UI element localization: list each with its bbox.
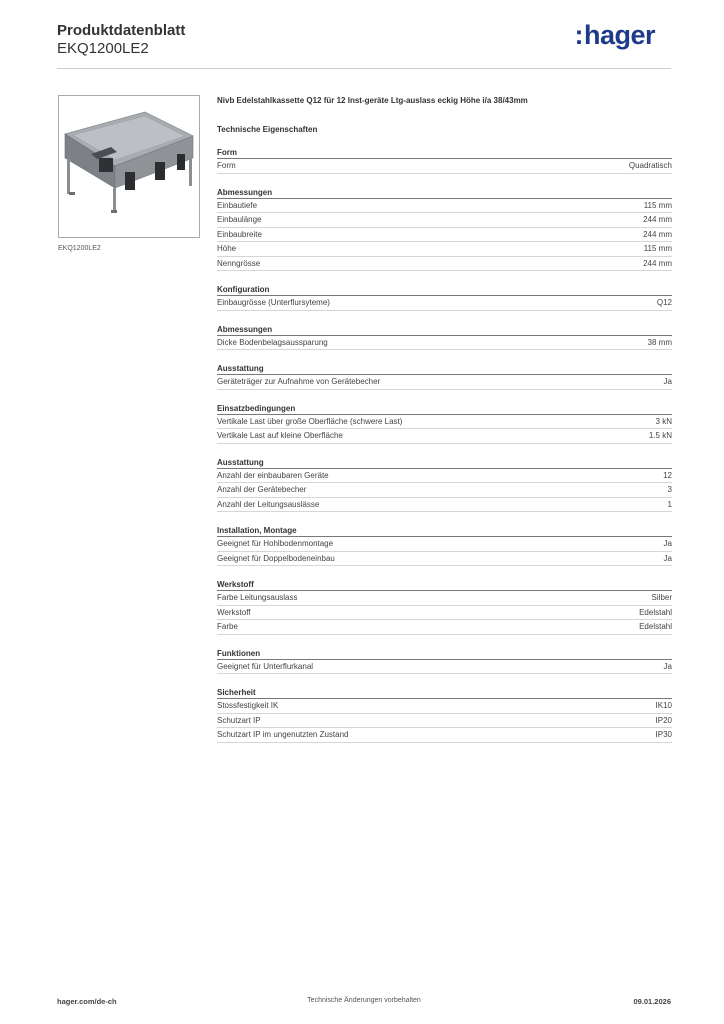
spec-group-title: Einsatzbedingungen xyxy=(217,402,672,415)
hager-logo[interactable] xyxy=(574,20,655,51)
spec-group xyxy=(217,146,672,174)
spec-group xyxy=(217,578,672,635)
spec-row xyxy=(217,552,672,567)
spec-value: Ja xyxy=(663,377,672,386)
spec-group xyxy=(217,283,672,311)
spec-row xyxy=(217,620,672,635)
spec-row xyxy=(217,483,672,498)
spec-group xyxy=(217,323,672,351)
spec-value: Ja xyxy=(663,553,672,563)
spec-row xyxy=(217,199,672,214)
spec-group-title: Sicherheit xyxy=(217,686,672,699)
spec-value: Q12 xyxy=(656,298,672,307)
spec-value: 115 mm xyxy=(643,200,672,210)
spec-row xyxy=(217,257,672,272)
spec-group-title: Abmessungen xyxy=(217,323,672,336)
spec-row xyxy=(217,429,672,444)
spec-group xyxy=(217,686,672,743)
document-subtitle: EKQ1200LE2 xyxy=(57,40,149,57)
spec-row xyxy=(217,296,672,311)
spec-value: Ja xyxy=(663,539,672,548)
spec-group xyxy=(217,186,672,272)
spec-value: 3 kN xyxy=(655,416,672,426)
spec-group-title: Ausstattung xyxy=(217,362,672,375)
spec-group-title: Konfiguration xyxy=(217,283,672,296)
spec-label: Anzahl der Gerätebecher xyxy=(217,485,307,494)
spec-label: Dicke Bodenbelagsaussparung xyxy=(217,337,328,347)
spec-label: Einbaubreite xyxy=(217,229,262,239)
spec-group-title: Abmessungen xyxy=(217,186,672,199)
spec-label: Nenngrösse xyxy=(217,258,261,268)
spec-label: Form xyxy=(217,161,236,170)
spec-row xyxy=(217,498,672,513)
spec-group-title: Ausstattung xyxy=(217,456,672,469)
spec-value: IK10 xyxy=(655,701,672,710)
spec-label: Anzahl der einbaubaren Geräte xyxy=(217,470,329,480)
spec-group xyxy=(217,456,672,513)
spec-group xyxy=(217,524,672,566)
spec-label: Vertikale Last auf kleine Oberfläche xyxy=(217,431,343,440)
spec-value: IP20 xyxy=(655,715,672,725)
spec-value: Edelstahl xyxy=(639,607,672,617)
spec-group-title: Installation, Montage xyxy=(217,524,672,537)
spec-value: 244 mm xyxy=(643,229,672,239)
spec-label: Werkstoff xyxy=(217,607,251,617)
spec-label: Geeignet für Unterflurkanal xyxy=(217,661,314,671)
header-divider xyxy=(57,68,671,69)
spec-group xyxy=(217,402,672,444)
spec-value: Silber xyxy=(651,593,672,602)
logo-colon: : xyxy=(574,20,583,50)
spec-group-title: Form xyxy=(217,146,672,159)
spec-label: Vertikale Last über große Oberfläche (schwere Last) xyxy=(217,416,403,426)
spec-label: Geräteträger zur Aufnahme von Gerätebecher xyxy=(217,377,381,386)
spec-value: 244 mm xyxy=(643,215,672,224)
spec-row xyxy=(217,714,672,729)
spec-value: Edelstahl xyxy=(639,622,672,631)
spec-value: 115 mm xyxy=(643,244,672,253)
footer-date: 09.01.2026 xyxy=(633,997,671,1006)
spec-group xyxy=(217,647,672,675)
spec-group xyxy=(217,362,672,390)
spec-row xyxy=(217,469,672,484)
spec-label: Farbe Leitungsauslass xyxy=(217,593,298,602)
image-caption: EKQ1200LE2 xyxy=(58,245,101,252)
spec-groups xyxy=(217,146,672,743)
spec-label: Anzahl der Leitungsauslässe xyxy=(217,499,320,509)
spec-label: Einbaulänge xyxy=(217,215,262,224)
spec-value: 3 xyxy=(667,485,672,494)
logo-text: hager xyxy=(583,20,655,50)
spec-group-title: Werkstoff xyxy=(217,578,672,591)
product-image xyxy=(58,95,200,238)
spec-label: Farbe xyxy=(217,622,238,631)
spec-row xyxy=(217,537,672,552)
document-title: Produktdatenblatt xyxy=(57,22,186,39)
spec-value: IP30 xyxy=(655,730,672,739)
footer-disclaimer: Technische Änderungen vorbehalten xyxy=(307,997,421,1004)
section-heading: Technische Eigenschaften xyxy=(217,125,318,134)
spec-row xyxy=(217,591,672,606)
spec-row xyxy=(217,375,672,390)
spec-value: 38 mm xyxy=(647,337,672,347)
product-name: Nivb Edelstahlkassette Q12 für 12 Inst-geräte Ltg-auslass eckig Höhe i/a 38/43mm xyxy=(217,96,528,105)
spec-row xyxy=(217,660,672,675)
spec-row xyxy=(217,228,672,243)
floor-box-illustration xyxy=(59,96,199,237)
spec-label: Einbautiefe xyxy=(217,200,258,210)
spec-group-title: Funktionen xyxy=(217,647,672,660)
spec-label: Einbaugrösse (Unterflursyteme) xyxy=(217,298,330,307)
spec-label: Schutzart IP xyxy=(217,715,261,725)
spec-value: 1 xyxy=(667,499,672,509)
spec-label: Schutzart IP im ungenutzten Zustand xyxy=(217,730,349,739)
spec-label: Geeignet für Hohlbodenmontage xyxy=(217,539,334,548)
spec-value: Ja xyxy=(663,661,672,671)
spec-label: Höhe xyxy=(217,244,237,253)
spec-row xyxy=(217,336,672,351)
spec-value: 244 mm xyxy=(643,258,672,268)
spec-value: 1.5 kN xyxy=(648,431,672,440)
spec-row xyxy=(217,159,672,174)
footer-website-link[interactable]: hager.com/de-ch xyxy=(57,997,117,1006)
spec-label: Stossfestigkeit IK xyxy=(217,701,279,710)
spec-row xyxy=(217,213,672,228)
spec-value: 12 xyxy=(663,470,672,480)
spec-content xyxy=(217,95,672,743)
page-header xyxy=(57,22,671,68)
spec-row xyxy=(217,728,672,743)
spec-row xyxy=(217,242,672,257)
spec-row xyxy=(217,606,672,621)
spec-row xyxy=(217,415,672,430)
spec-label: Geeignet für Doppelbodeneinbau xyxy=(217,553,335,563)
spec-row xyxy=(217,699,672,714)
spec-value: Quadratisch xyxy=(628,161,672,170)
